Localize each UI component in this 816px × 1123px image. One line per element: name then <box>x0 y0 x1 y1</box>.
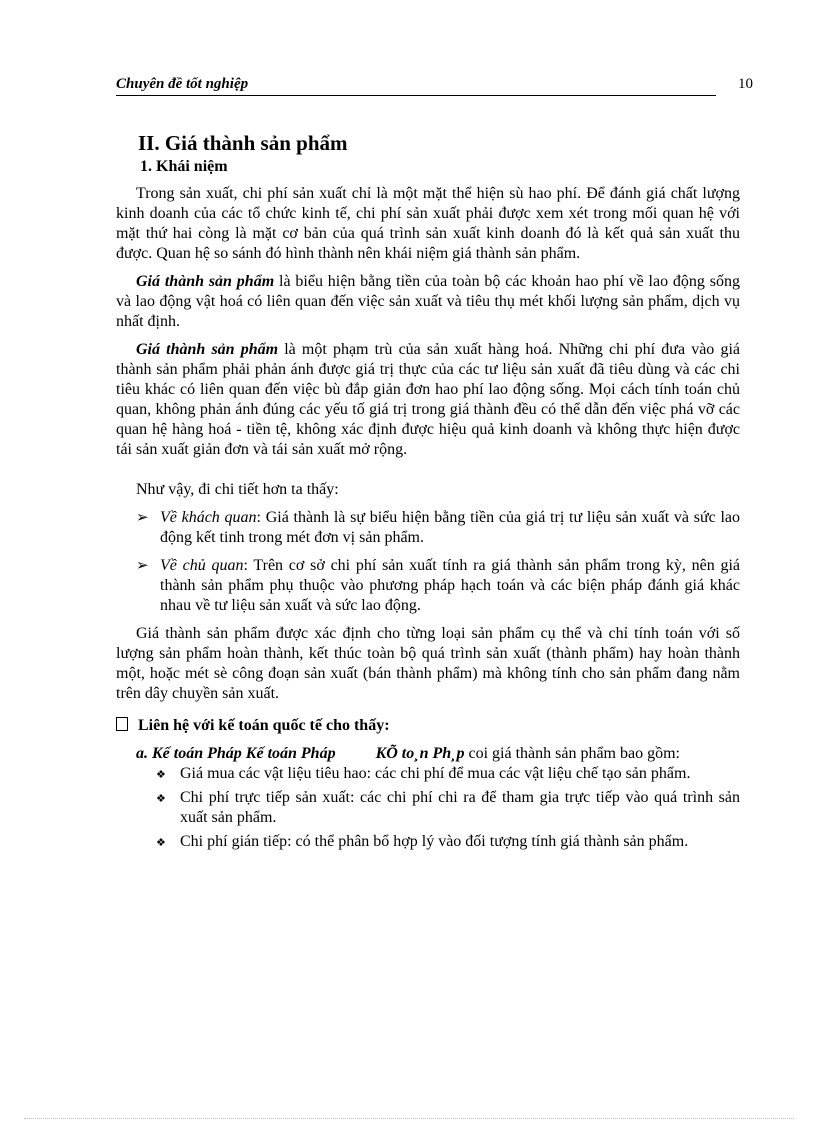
header-title: Chuyên đề tốt nghiệp <box>116 76 249 92</box>
paragraph-text: là biểu hiện bằng tiền của toàn bộ các khoản hao phí về lao động sống và lao động vật hoá có liên quan đến việc sản xuất và tiêu thụ mét khối lượng sản phẩm, dịch vụ nhất định. <box>116 273 741 330</box>
diamond-bullet-icon: ❖ <box>156 837 166 849</box>
section-title: II. Giá thành sản phẩm <box>138 131 348 155</box>
list-item-text: Chi phí trực tiếp sản xuất: các chi phí chi ra để tham gia trực tiếp vào quá trình sản xuất sản phẩm. <box>180 789 740 826</box>
paragraph-scope: Giá thành sản phẩm được xác định cho từng loại sản phẩm cụ thể và chỉ tính toán với số lượng sản phẩm hoàn thành, kết thúc toàn bộ quá trình sản xuất (thành phẩm) hay hoàn thành một, hoặc mét sè công đoạn sản xuất (bán thành phẩm) mà không tính cho sản phẩm đang nằm trên dây chuyền sản xuất. <box>116 625 740 702</box>
checkbox-square-icon <box>116 717 128 731</box>
french-accounting-title: a. Kế toán Pháp Kế toán Pháp <box>136 745 336 762</box>
international-heading-text: Liên hệ với kế toán quốc tế cho thấy: <box>138 717 390 734</box>
section-subtitle: 1. Khái niệm <box>140 158 228 175</box>
list-item <box>116 508 740 548</box>
french-accounting-lead <box>116 744 740 764</box>
bullet-text: : Trên cơ sở chi phí sản xuất tính ra giá thành sản phẩm trong kỳ, nên giá thành sản phẩm phụ thuộc vào phương pháp hạch toán và các biện pháp đánh giá khác nhau về tư liệu sản xuất và sức lao động. <box>160 557 741 614</box>
arrow-bullet-icon: ➢ <box>136 510 149 526</box>
french-accounting-garbled: KÕ to¸n Ph¸p <box>375 745 465 762</box>
list-item-text: Chi phí gián tiếp: có thể phân bổ hợp lý vào đối tượng tính giá thành sản phẩm. <box>180 833 689 850</box>
paragraph-intro: Trong sản xuất, chi phí sản xuất chỉ là một mặt thể hiện sù hao phí. Để đánh giá chất lượng kinh doanh của các tổ chức kinh tế, chi phí sản xuất phải được xem xét trong mối quan hệ với mặt thứ hai còng là mặt cơ bản của quá trình sản xuất kinh doanh đó là kết quả sản xuất thu được. Quan hệ so sánh đó hình thành nên khái niệm giá thành sản phẩm. <box>116 185 740 262</box>
paragraph-category <box>116 340 740 460</box>
international-heading <box>116 716 740 736</box>
aspect-list <box>116 508 740 616</box>
page-header <box>116 74 756 98</box>
paragraph-detail-lead: Như vậy, đi chi tiết hơn ta thấy: <box>136 481 339 498</box>
french-accounting-text: coi giá thành sản phẩm bao gồm: <box>464 745 680 762</box>
list-item <box>116 556 740 616</box>
paragraph-text: là một phạm trù của sản xuất hàng hoá. Những chi phí đưa vào giá thành sản phẩm phải phản ánh được giá trị thực của các tư liệu sản xuất đã tiêu dùng và các chi tiêu khác có liên quan đến việc bù đắp giản đơn hao phí lao động sống. Mọi cách tính toán chủ quan, không phản ánh đúng các yếu tố giá trị trong giá thành đều có thể dẫn đến việc phá vỡ các quan hệ hàng hoá - tiền tệ, không xác định được hiệu quả kinh doanh và không thực hiện được tái sản xuất giản đơn và tái sản xuất mở rộng. <box>116 341 740 458</box>
bullet-lead: Về khách quan <box>160 509 257 526</box>
bullet-lead: Về chủ quan <box>160 557 244 574</box>
footer-dotted-rule <box>24 1118 794 1119</box>
term-highlight: Giá thành sản phẩm <box>136 341 279 358</box>
term-highlight: Giá thành sản phẩm <box>136 273 275 290</box>
cost-components-list <box>116 764 740 852</box>
arrow-bullet-icon: ➢ <box>136 558 149 574</box>
list-item-text: Giá mua các vật liệu tiêu hao: các chi phí để mua các vật liệu chế tạo sản phẩm. <box>180 765 691 782</box>
page-number: 10 <box>738 76 753 92</box>
paragraph-definition <box>116 272 740 332</box>
diamond-bullet-icon: ❖ <box>156 769 166 781</box>
list-item <box>116 788 740 828</box>
header-rule <box>116 95 716 96</box>
document-body <box>116 130 740 856</box>
list-item <box>116 764 740 784</box>
list-item <box>116 832 740 852</box>
diamond-bullet-icon: ❖ <box>156 793 166 805</box>
bullet-text: : Giá thành là sự biểu hiện bằng tiền của giá trị tư liệu sản xuất và sức lao động kết tinh trong mét đơn vị sản phẩm. <box>160 509 741 546</box>
